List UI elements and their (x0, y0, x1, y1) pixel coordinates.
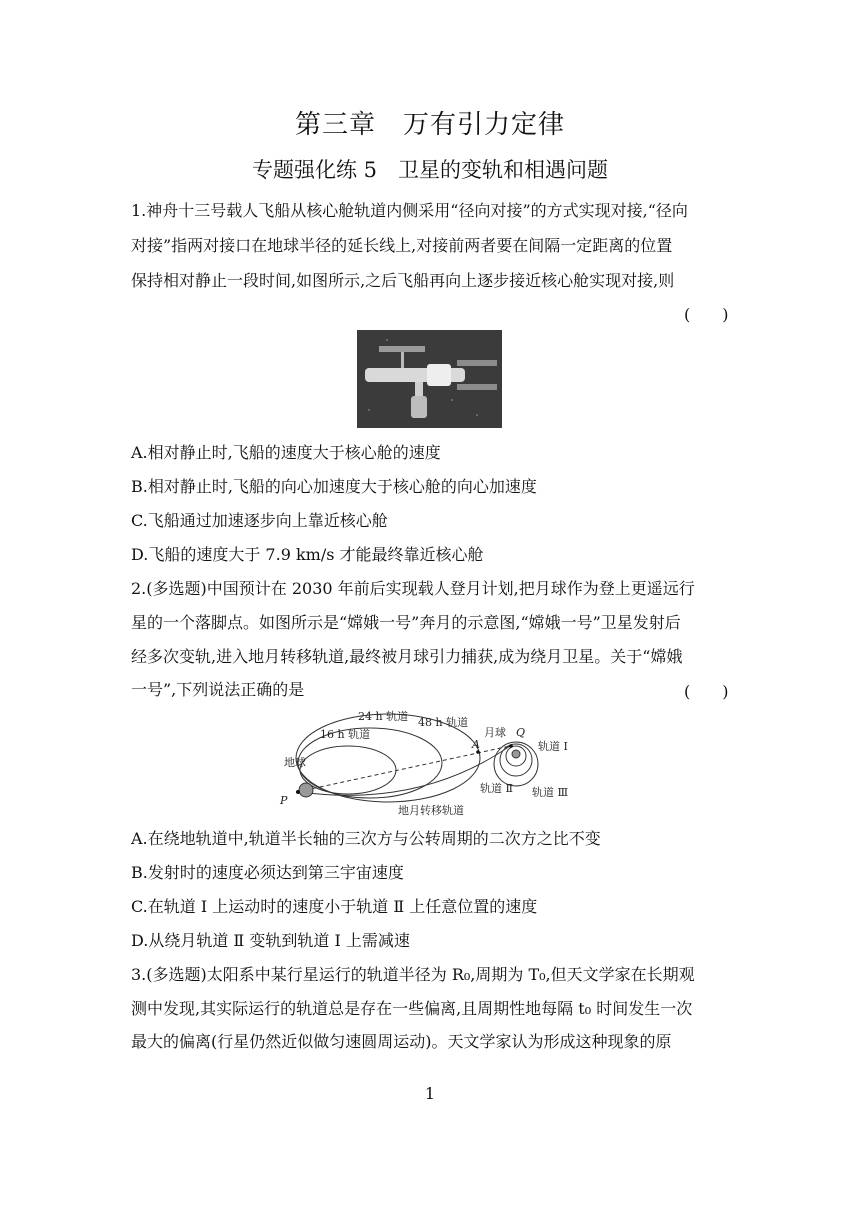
q2-stem-line: 2.(多选题)中国预计在 2030 年前后实现载人登月计划,把月球作为登上更遥远行 (131, 579, 695, 598)
q2-option-d: D.从绕月轨道 Ⅱ 变轨到轨道 Ⅰ 上需减速 (131, 931, 410, 950)
label-transfer-orbit: 地月转移轨道 (398, 804, 464, 817)
q1-answer-blank: ( ) (684, 305, 729, 324)
label-earth: 地球 (284, 756, 306, 769)
label-point-a: A (472, 738, 480, 751)
chapter-title: 第三章 万有引力定律 (294, 110, 565, 140)
q1-option-a: A.相对静止时,飞船的速度大于核心舱的速度 (131, 443, 441, 462)
q3-stem-line: 测中发现,其实际运行的轨道总是存在一些偏离,且周期性地每隔 t₀ 时间发生一次 (131, 999, 693, 1018)
q2-stem-line: 星的一个落脚点。如图所示是“嫦娥一号”奔月的示意图,“嫦娥一号”卫星发射后 (131, 613, 681, 632)
q2-stem-line: 一号”,下列说法正确的是 (131, 680, 305, 699)
label-point-p: P (280, 794, 288, 807)
section-subtitle: 专题强化练 5 卫星的变轨和相遇问题 (251, 158, 609, 182)
label-point-q: Q (516, 726, 526, 739)
q1-option-c: C.飞船通过加速逐步向上靠近核心舱 (131, 511, 388, 530)
q2-stem-line: 经多次变轨,进入地月转移轨道,最终被月球引力捕获,成为绕月卫星。关于“嫦娥 (131, 647, 683, 666)
q1-stem-line: 对接”指两对接口在地球半径的延长线上,对接前两者要在间隔一定距离的位置 (131, 236, 673, 255)
q2-answer-blank: ( ) (684, 682, 729, 701)
q3-stem-line: 3.(多选题)太阳系中某行星运行的轨道半径为 R₀,周期为 T₀,但天文学家在长期观 (131, 965, 695, 984)
q2-option-a: A.在绕地轨道中,轨道半长轴的三次方与公转周期的二次方之比不变 (131, 829, 601, 848)
q1-option-b: B.相对静止时,飞船的向心加速度大于核心舱的向心加速度 (131, 477, 537, 496)
q2-option-b: B.发射时的速度必须达到第三宇宙速度 (131, 863, 404, 882)
label-16h-orbit: 16 h 轨道 (320, 728, 371, 741)
label-orbit-3: 轨道 Ⅲ (532, 786, 569, 799)
label-moon: 月球 (484, 726, 506, 739)
label-orbit-2: 轨道 Ⅱ (480, 782, 513, 795)
q1-option-d: D.飞船的速度大于 7.9 km/s 才能最终靠近核心舱 (131, 545, 484, 564)
label-48h-orbit: 48 h 轨道 (418, 716, 469, 729)
label-24h-orbit: 24 h 轨道 (358, 710, 409, 723)
label-orbit-1: 轨道 Ⅰ (538, 740, 568, 753)
orbit-diagram (270, 700, 590, 820)
space-station-photo (357, 330, 502, 428)
q1-stem-line: 保持相对静止一段时间,如图所示,之后飞船再向上逐步接近核心舱实现对接,则 (131, 271, 675, 290)
q1-stem-line: 1.神舟十三号载人飞船从核心舱轨道内侧采用“径向对接”的方式实现对接,“径向 (131, 201, 688, 220)
q3-stem-line: 最大的偏离(行星仍然近似做匀速圆周运动)。天文学家认为形成这种现象的原 (131, 1032, 672, 1051)
q2-option-c: C.在轨道 Ⅰ 上运动时的速度小于轨道 Ⅱ 上任意位置的速度 (131, 897, 538, 916)
page-number: 1 (424, 1084, 436, 1103)
